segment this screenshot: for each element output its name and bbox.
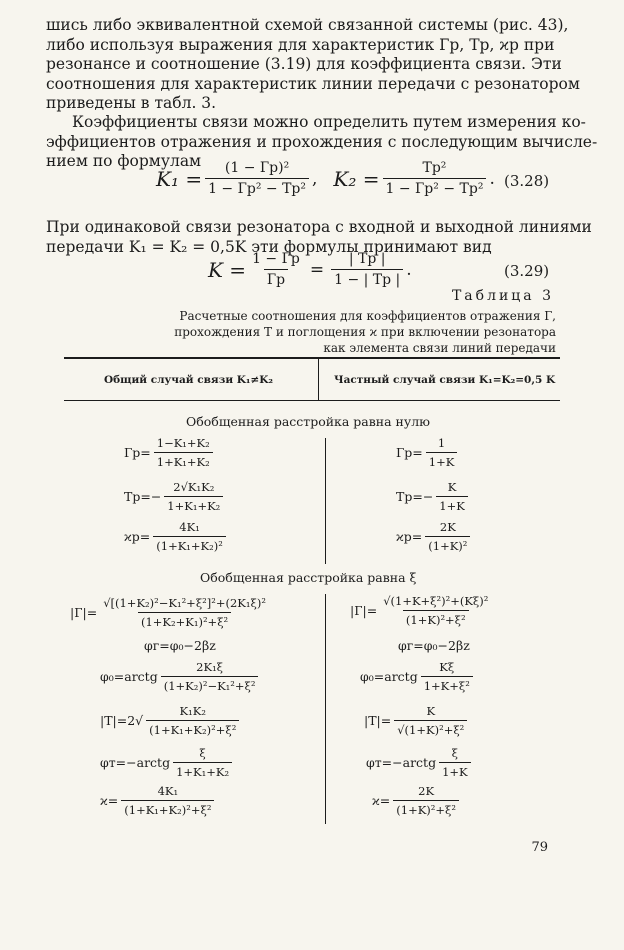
formula xyxy=(70,596,272,629)
numerator: √[(1+K₂)²−K₁²+ξ²]²+(2K₁ξ)² xyxy=(103,596,266,610)
formula-lhs: φ₀=arctg xyxy=(100,669,158,684)
formula-lhs: |Т|=2√ xyxy=(100,713,144,728)
formula-lhs: φ₀=arctg xyxy=(360,669,418,684)
section-heading: Обобщенная расстройка равна ξ xyxy=(200,570,417,585)
fraction xyxy=(100,596,269,629)
formula xyxy=(398,638,470,653)
numerator: K xyxy=(447,480,457,494)
formula xyxy=(396,480,471,513)
numerator: 1−K₁+K₂ xyxy=(156,436,210,450)
formula xyxy=(366,746,474,779)
numerator: K₁K₂ xyxy=(179,704,206,718)
formula xyxy=(396,436,460,469)
fraction xyxy=(426,436,458,469)
numerator: | Тр | xyxy=(348,251,386,267)
caption-line: прохождения Т и поглощения ϰ при включении резонатора xyxy=(174,325,556,339)
formula xyxy=(396,520,473,553)
denominator: (1+K)² xyxy=(425,536,470,553)
text-line: При одинаковой связи резонатора с входной и выходной линиями xyxy=(46,218,592,236)
fraction xyxy=(205,160,309,197)
page-number: 79 xyxy=(531,840,548,855)
formula-lhs: |Г|= xyxy=(70,605,98,620)
text-line: нием по формулам xyxy=(46,152,202,170)
fraction xyxy=(439,746,471,779)
numerator: 2K xyxy=(439,520,456,534)
denominator: (1+K₂)²−K₁²+ξ² xyxy=(161,676,259,693)
header-column-divider xyxy=(318,358,319,400)
numerator: ξ xyxy=(199,746,206,760)
caption-line: Расчетные соотношения для коэффициентов отражения Г, xyxy=(179,309,556,323)
denominator: √(1+K)²+ξ² xyxy=(394,720,467,737)
denominator: 1+K xyxy=(426,452,458,469)
text-line: соотношения для характеристик линии передачи с резонатором xyxy=(46,74,580,93)
period: . xyxy=(406,259,412,280)
formula xyxy=(100,660,261,693)
formula-lhs: Гр= xyxy=(396,445,423,460)
fraction xyxy=(121,784,214,817)
text-line: либо используя выражения для характеристик Гр, Тр, ϰр при xyxy=(46,35,555,54)
formula xyxy=(144,638,216,653)
fraction xyxy=(249,251,303,288)
numerator: K xyxy=(426,704,436,718)
formula-lhs: ϰ= xyxy=(100,793,119,808)
text-line: передачи K₁ = K₂ = 0,5K эти формулы принимают вид xyxy=(46,237,492,256)
text-line: резонансе и соотношение (3.19) для коэффициента связи. Эти xyxy=(46,55,562,73)
formula-lhs: Гр= xyxy=(124,445,151,460)
formula xyxy=(124,520,229,553)
formula xyxy=(100,784,217,817)
formula-lhs: ϰ= xyxy=(372,793,391,808)
equation-3-28 xyxy=(156,160,495,197)
numerator: √(1+K+ξ²)²+(Kξ)² xyxy=(383,594,489,608)
separator: , xyxy=(312,168,318,189)
denominator: (1+K)²+ξ² xyxy=(403,610,469,627)
column-header-general: Общий случай связи K₁≠K₂ xyxy=(104,374,274,386)
denominator: (1+K₁+K₂)² xyxy=(153,536,226,553)
text-line: шись либо эквивалентной схемой связанной системы (рис. 43), xyxy=(46,16,569,34)
text-line: эффициентов отражения и прохождения с последующим вычисле- xyxy=(46,132,598,151)
formula-lhs: φг=φ₀−2βz xyxy=(398,638,470,653)
table-header-rule xyxy=(64,400,560,401)
formula xyxy=(124,436,216,469)
numerator: 2K₁ξ xyxy=(196,660,224,674)
table-title: Таблица 3 xyxy=(451,288,554,304)
denominator: (1+K)²+ξ² xyxy=(393,800,459,817)
numerator: 1 − Гр xyxy=(252,251,300,267)
fraction xyxy=(421,660,473,693)
formula xyxy=(100,746,235,779)
text-line: Коэффициенты связи можно определить путем измерения ко- xyxy=(72,113,586,131)
denominator: 1+K₁+K₂ xyxy=(154,452,213,469)
fraction xyxy=(425,520,470,553)
fraction xyxy=(331,251,403,288)
paragraph-1 xyxy=(46,16,580,114)
column-header-special: Частный случай связи K₁=K₂=0,5 K xyxy=(334,374,556,386)
fraction xyxy=(380,594,491,627)
numerator: (1 − Гр)² xyxy=(224,160,290,176)
numerator: Тр² xyxy=(422,160,447,176)
section1-column-divider xyxy=(325,438,326,564)
fraction xyxy=(153,520,226,553)
fraction xyxy=(394,704,467,737)
table-top-rule xyxy=(64,357,560,359)
table-caption xyxy=(160,308,556,356)
equals-sign: = xyxy=(309,259,325,280)
fraction xyxy=(393,784,459,817)
period: . xyxy=(489,168,495,189)
fraction xyxy=(436,480,468,513)
k2-symbol: K₂ = xyxy=(333,166,380,191)
formula-lhs: Тр=− xyxy=(396,489,434,504)
text-line: приведены в табл. 3. xyxy=(46,94,217,112)
formula xyxy=(100,704,242,737)
formula xyxy=(364,704,470,737)
fraction xyxy=(173,746,232,779)
formula-lhs: φт=−arctg xyxy=(100,755,171,770)
denominator: (1+K₁+K₂)²+ξ² xyxy=(146,720,239,737)
numerator: Kξ xyxy=(439,660,455,674)
denominator: 1+K xyxy=(439,762,471,779)
formula-lhs: ϰр= xyxy=(124,529,151,544)
k-symbol: K = xyxy=(208,257,247,282)
numerator: ξ xyxy=(451,746,459,760)
fraction xyxy=(164,480,223,513)
fraction xyxy=(383,160,487,197)
fraction xyxy=(161,660,259,693)
formula-lhs: ϰр= xyxy=(396,529,423,544)
fraction xyxy=(146,704,239,737)
equation-number: (3.28) xyxy=(504,172,550,190)
denominator: 1 − Гр² − Тр² xyxy=(205,178,309,197)
formula-lhs: |Т|= xyxy=(364,713,392,728)
formula-lhs: Тр=− xyxy=(124,489,162,504)
formula xyxy=(372,784,462,817)
denominator: 1+K xyxy=(436,496,468,513)
denominator: (1+K₂+K₁)²+ξ² xyxy=(138,612,231,629)
numerator: 4K₁ xyxy=(179,520,200,534)
denominator: 1 − | Тр | xyxy=(331,269,403,288)
numerator: 2K xyxy=(418,784,435,798)
denominator: 1 − Гр² − Тр² xyxy=(383,178,487,197)
numerator: 1 xyxy=(437,436,446,450)
denominator: (1+K₁+K₂)²+ξ² xyxy=(121,800,214,817)
equation-number: (3.29) xyxy=(504,262,550,280)
formula-lhs: |Г|= xyxy=(350,603,378,618)
numerator: 2√K₁K₂ xyxy=(173,480,215,494)
section2-column-divider xyxy=(325,594,326,824)
numerator: 4K₁ xyxy=(157,784,179,798)
denominator: Гр xyxy=(264,269,288,288)
formula-lhs: φт=−arctg xyxy=(366,755,437,770)
denominator: 1+K₁+K₂ xyxy=(173,762,232,779)
equation-3-29 xyxy=(208,251,412,288)
denominator: 1+K₁+K₂ xyxy=(164,496,223,513)
formula xyxy=(350,594,494,627)
formula xyxy=(124,480,226,513)
fraction xyxy=(154,436,213,469)
denominator: 1+K+ξ² xyxy=(421,676,473,693)
formula-lhs: φг=φ₀−2βz xyxy=(144,638,216,653)
caption-line: как элемента связи линий передачи xyxy=(323,341,556,355)
formula xyxy=(360,660,476,693)
section-heading: Обобщенная расстройка равна нулю xyxy=(186,414,431,429)
k1-symbol: K₁ = xyxy=(156,166,203,191)
